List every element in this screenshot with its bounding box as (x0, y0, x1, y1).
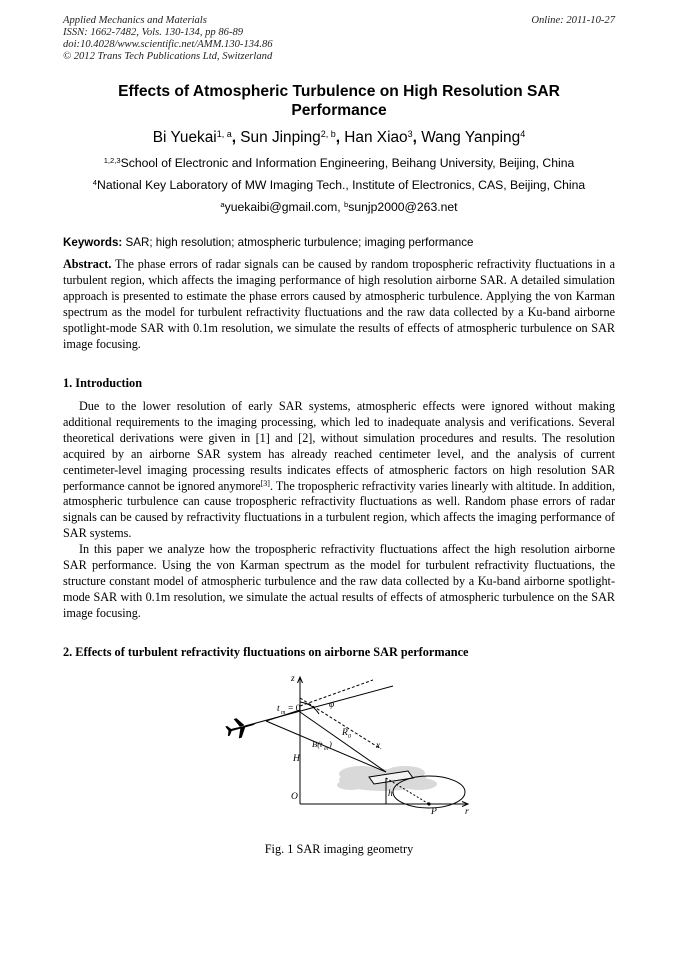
author-sup: 2, b (320, 129, 336, 139)
email-sup-a: a (220, 200, 225, 209)
keywords (63, 235, 615, 250)
abstract (63, 257, 615, 352)
author-sup: 4 (520, 129, 526, 139)
title-line-1: Effects of Atmospheric Turbulence on High Resolution SAR (118, 83, 560, 100)
label-t-eq: = 0 (288, 704, 301, 714)
affiliation-sup: 1,2,3 (103, 156, 121, 165)
affiliation-text: National Key Laboratory of MW Imaging Tech., Institute of Electronics, CAS, Beijing, China (97, 178, 586, 192)
journal-doi: doi:10.4028/www.scientific.net/AMM.130-134.86 (63, 39, 273, 50)
title-line-2: Performance (291, 102, 387, 119)
label-x: x (376, 741, 381, 751)
label-o: O (291, 792, 298, 802)
keywords-text: SAR; high resolution; atmospheric turbulence; imaging performance (122, 236, 474, 249)
author-name: Bi Yuekai (152, 129, 217, 146)
airplane-icon (224, 714, 259, 741)
target-point (427, 802, 430, 805)
label-b: B(t (312, 739, 323, 749)
abstract-text: The phase errors of radar signals can be caused by random tropospheric refractivity fluctuations in a turbulent region, which affects the imaging performance of high resolution airborne SAR. A detailed simulation approach is presented to estimate the phase errors caused by atmospheric turbulence. Applying the von Karman spectrum as the model for turbulent refractivity fluctuations and the raw data collected by a Ku-band airborne spotlight-mode SAR with 0.1m resolution, we simulate the results of effects of atmospheric turbulence on SAR image focusing. (63, 257, 615, 351)
label-z: z (291, 674, 295, 684)
paragraph-text: . The tropospheric refractivity varies linearly with altitude. In addition, atmospheric turbulence can cause tropospheric refractivity fluctuations as well. Random phase errors of radar signals can be caused by refractivity fluctuations in a turbulent region, which affects the imaging performance of SAR systems. (63, 478, 615, 541)
paragraph: In this paper we analyze how the tropospheric refractivity fluctuations affect the high resolution airborne SAR performance. Using the von Karman spectrum as the model for turbulent refractivity fluctuations, the structure constant model of atmospheric turbulence and the raw data collected by a Ku-band airborne spotlight-mode SAR with 0.1m resolution, we simulate the actual results of effects of atmospheric turbulence on the SAR image focusing. (63, 542, 615, 620)
abstract-label: Abstract. (63, 257, 112, 271)
label-t: t (277, 704, 280, 714)
email-sup-b: b (344, 200, 349, 209)
figure-caption: Fig. 1 SAR imaging geometry (264, 842, 414, 856)
label-r0: R (342, 728, 348, 738)
author-sep: , (335, 129, 345, 146)
affiliation-text: School of Electronic and Information Engineering, Beihang University, Beijing, China (120, 156, 575, 170)
email-line (63, 200, 615, 215)
author-list (63, 128, 615, 148)
label-phi: φ (329, 700, 335, 710)
label-r: r (465, 807, 469, 817)
paragraph (63, 399, 615, 542)
paper-title (63, 82, 615, 120)
label-r0-sub: 0 (348, 734, 351, 740)
author-sep: , (412, 129, 422, 146)
author-sep: , (231, 129, 241, 146)
email-a[interactable]: yuekaibi@gmail.com, (224, 200, 345, 214)
author-name: Han Xiao (344, 129, 408, 146)
label-t-sub: m (281, 710, 286, 716)
label-p: P (431, 807, 437, 817)
journal-name: Applied Mechanics and Materials (63, 15, 207, 26)
journal-meta (63, 15, 273, 63)
author-name: Wang Yanping (421, 129, 521, 146)
email-b[interactable]: sunjp2000@263.net (348, 200, 458, 214)
label-b-sub: m (324, 746, 328, 752)
label-b-close: ) (329, 739, 332, 749)
flight-path (245, 686, 393, 726)
section-1-body (63, 399, 615, 622)
section-1-heading: 1. Introduction (63, 376, 143, 390)
sar-geometry-figure (223, 672, 483, 840)
online-date: Online: 2011-10-27 (531, 15, 615, 26)
keywords-label: Keywords: (63, 236, 123, 249)
author-name: Sun Jinping (240, 129, 321, 146)
label-h-upper: H (293, 754, 300, 764)
affiliation-1 (63, 156, 615, 171)
citation[interactable]: [3] (260, 478, 270, 488)
upper-dashed-line (300, 680, 373, 706)
affiliation-2 (63, 178, 615, 193)
author-sup: 3 (407, 129, 413, 139)
copyright: © 2012 Trans Tech Publications Ltd, Switzerland (63, 51, 273, 62)
affiliation-sup: 4 (92, 178, 98, 187)
journal-issn: ISSN: 1662-7482, Vols. 130-134, pp 86-89 (63, 27, 244, 38)
paragraph-text: Due to the lower resolution of early SAR systems, atmospheric effects were ignored without making additional requirements to the imaging processing, which led to inadequate analysis and verifications. Several theoretical derivations were given in [1] and [2], without simulation procedures and results. The resolution acquired by an airborne SAR system has already reached centimeter level, and the analysis of current centimeter-level imaging processing results indicates effects of atmospheric factors on high resolution SAR performance cannot be ignored anymore (63, 399, 615, 493)
section-2-heading: 2. Effects of turbulent refractivity fluctuations on airborne SAR performance (63, 645, 469, 659)
label-h-lower: h (388, 789, 393, 799)
author-sup: 1, a (216, 129, 232, 139)
